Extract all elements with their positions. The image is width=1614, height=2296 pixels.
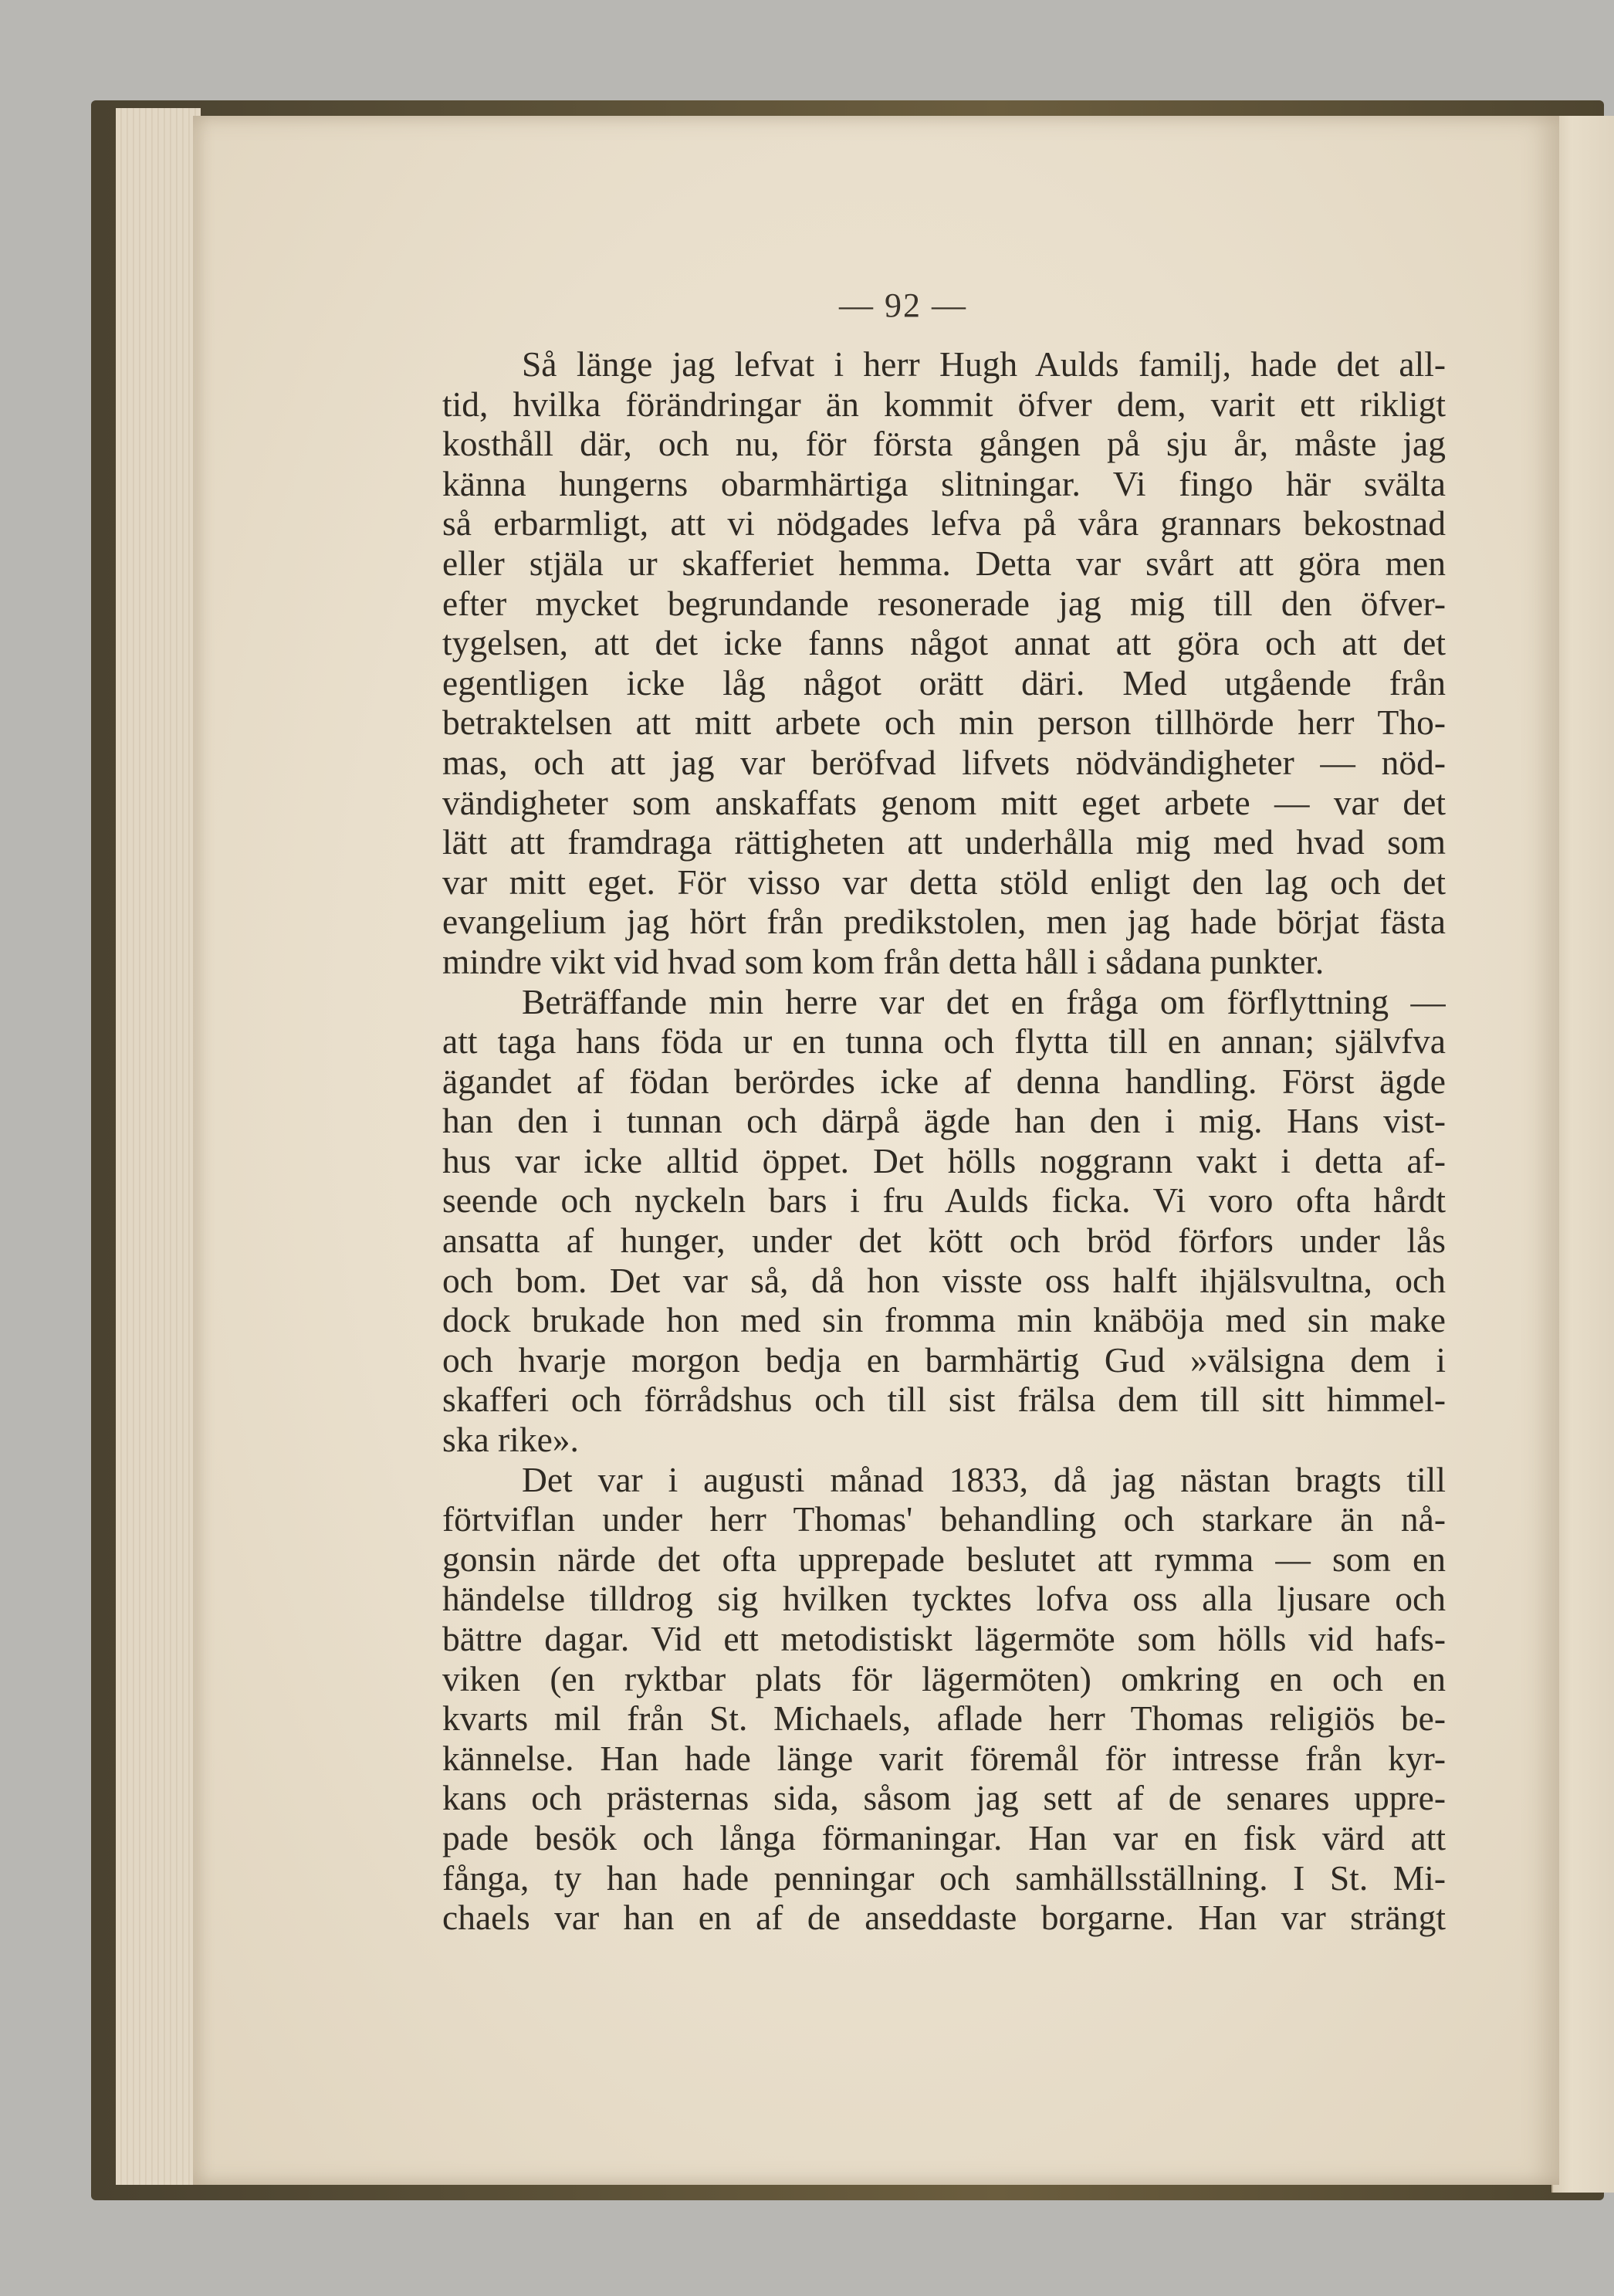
text-line: känna hungerns obarmhärtiga slitningar. Vi fingo här svälta <box>442 463 1446 503</box>
text-line: tygelsen, att det icke fanns något annat att göra och att det <box>442 623 1446 663</box>
text-line: gonsin närde det ofta upprepade beslutet att rymma — som en <box>442 1539 1446 1579</box>
text-line: pade besök och långa förmaningar. Han var en fisk värd att <box>442 1817 1446 1857</box>
text-line: efter mycket begrundande resonerade jag mig till den öfver- <box>442 583 1446 623</box>
text-line: chaels var han en af de anseddaste borgarne. Han var strängt <box>442 1898 1446 1938</box>
text-line: mindre vikt vid hvad som kom från detta håll i sådana punkter. <box>442 941 1325 981</box>
text-line: ska rike». <box>442 1420 579 1460</box>
text-line: fånga, ty han hade penningar och samhällsställning. I St. Mi- <box>442 1857 1446 1898</box>
text-line: betraktelsen att mitt arbete och min person tillhörde herr Tho- <box>442 703 1446 743</box>
text-line: tid, hvilka förändringar än kommit öfver dem, varit ett rikligt <box>442 384 1446 424</box>
text-line: händelse tilldrog sig hvilken tycktes lofva oss alla ljusare och <box>442 1579 1446 1619</box>
text-line: bättre dagar. Vid ett metodistiskt lägermöte som hölls vid hafs- <box>442 1619 1446 1658</box>
page-edges <box>116 108 201 2185</box>
text-line: Det var i augusti månad 1833, då jag nästan bragts till <box>522 1459 1446 1499</box>
text-line: hus var icke alltid öppet. Det hölls noggrann vakt i detta af- <box>442 1140 1446 1180</box>
text-line: Så länge jag lefvat i herr Hugh Aulds familj, hade det all- <box>522 344 1446 384</box>
text-line: var mitt eget. För visso var detta stöld enligt den lag och det <box>442 862 1446 902</box>
text-line: viken (en ryktbar plats för lägermöten) omkring en och en <box>442 1658 1446 1698</box>
text-line: och bom. Det var så, då hon visste oss halft ihjälsvultna, och <box>442 1260 1446 1300</box>
text-line: lätt att framdraga rättigheten att underhålla mig med hvad som <box>442 822 1446 862</box>
text-line: förtviflan under herr Thomas' behandling och starkare än nå- <box>442 1499 1446 1539</box>
text-line: kosthåll där, och nu, för första gången på sju år, måste jag <box>442 424 1446 464</box>
text-line: vändigheter som anskaffats genom mitt eget arbete — var det <box>442 782 1446 822</box>
text-line: han den i tunnan och därpå ägde han den i mig. Hans vist- <box>442 1101 1446 1141</box>
text-line: eller stjäla ur skafferiet hemma. Detta var svårt att göra men <box>442 543 1446 583</box>
text-line: så erbarmligt, att vi nödgades lefva på våra grannars bekostnad <box>442 503 1446 544</box>
text-line: kans och prästernas sida, såsom jag sett af de senares uppre- <box>442 1778 1446 1818</box>
page-number: — 92 — <box>839 286 967 324</box>
text-line: att taga hans föda ur en tunna och flytta till en annan; självfva <box>442 1021 1446 1062</box>
text-line: kvarts mil från St. Michaels, aflade herr Thomas religiös be- <box>442 1698 1446 1739</box>
text-line: kännelse. Han hade länge varit föremål för intresse från kyr- <box>442 1738 1446 1778</box>
text-line: evangelium jag hört från predikstolen, men jag hade börjat fästa <box>442 902 1446 942</box>
text-line: mas, och att jag var beröfvad lifvets nödvändigheter — nöd- <box>442 742 1446 782</box>
text-line: skafferi och förrådshus och till sist frälsa dem till sitt himmel- <box>442 1380 1446 1420</box>
text-line: seende och nyckeln bars i fru Aulds ficka. Vi voro ofta hårdt <box>442 1180 1446 1221</box>
text-line: Beträffande min herre var det en fråga om förflyttning — <box>522 981 1446 1021</box>
text-line: ägandet af födan berördes icke af denna handling. Först ägde <box>442 1061 1446 1101</box>
text-line: ansatta af hunger, under det kött och bröd förfors under lås <box>442 1221 1446 1261</box>
text-line: egentligen icke låg något orätt däri. Med utgående från <box>442 662 1446 703</box>
facing-page-edge <box>1551 116 1614 2193</box>
text-line: dock brukade hon med sin fromma min knäböja med sin make <box>442 1300 1446 1340</box>
page-text <box>442 344 1446 1938</box>
text-line: och hvarje morgon bedja en barmhärtig Gud »välsigna dem i <box>442 1339 1446 1380</box>
